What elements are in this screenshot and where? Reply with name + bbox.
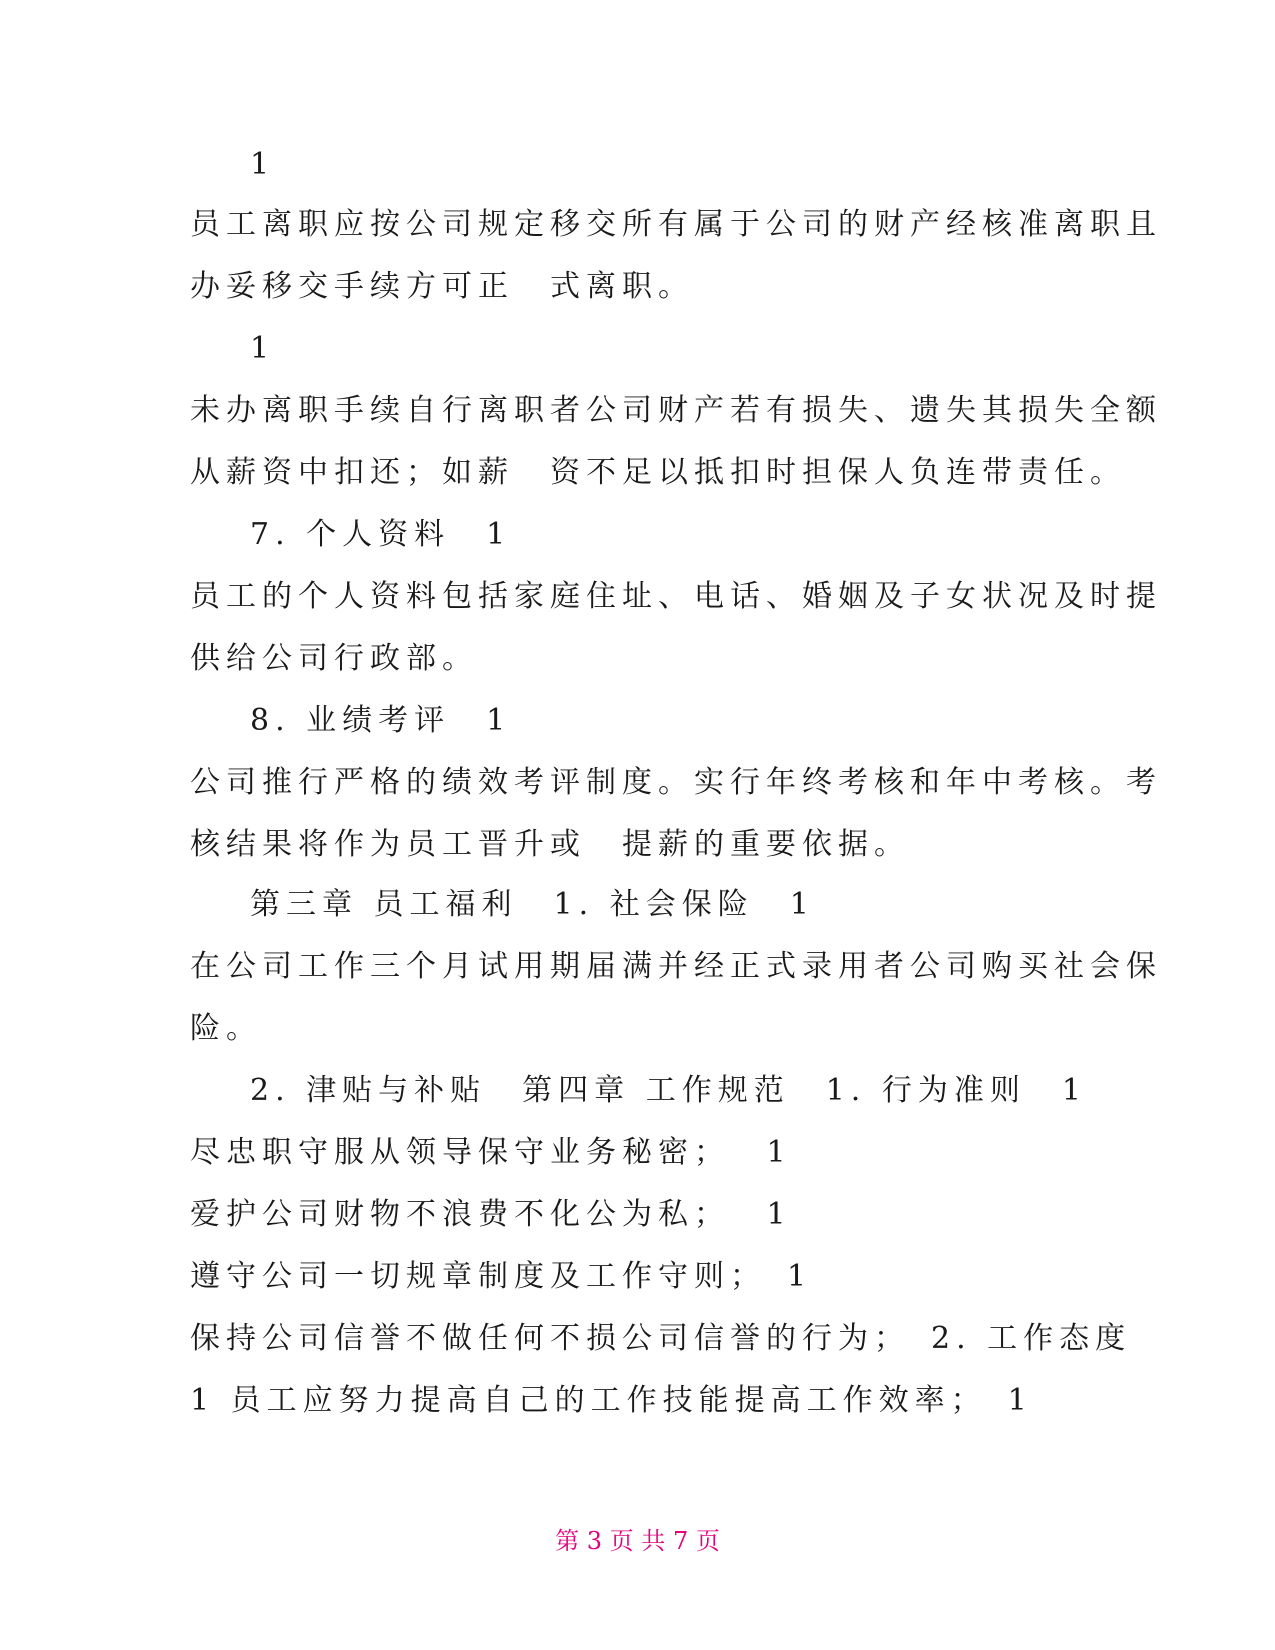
paragraph-line: 未办离职手续自行离职者公司财产若有损失、遗失其损失全额 — [190, 393, 1162, 428]
list-number: 1 — [250, 147, 276, 182]
paragraph-line: 险。 — [190, 1011, 262, 1046]
section-heading: 7. 个人资料 1 — [250, 517, 512, 552]
paragraph-line: 员工离职应按公司规定移交所有属于公司的财产经核准离职且 — [190, 207, 1162, 242]
chapter-heading: 2. 津贴与补贴 第四章 工作规范 1. 行为准则 1 — [250, 1073, 1087, 1108]
section-heading: 8. 业绩考评 1 — [250, 703, 512, 738]
page-number-footer: 第 3 页 共 7 页 — [555, 1527, 720, 1555]
paragraph-line: 办妥移交手续方可正 式离职。 — [190, 269, 694, 304]
paragraph-line: 供给公司行政部。 — [190, 641, 478, 676]
paragraph-line: 在公司工作三个月试用期届满并经正式录用者公司购买社会保 — [190, 949, 1162, 984]
paragraph-line: 保持公司信誉不做任何不损公司信誉的行为； 2. 工作态度 — [190, 1321, 1132, 1356]
chapter-heading: 第三章 员工福利 1. 社会保险 1 — [250, 887, 815, 922]
paragraph-line: 1 员工应努力提高自己的工作技能提高工作效率； 1 — [190, 1383, 1033, 1418]
paragraph-line: 员工的个人资料包括家庭住址、电话、婚姻及子女状况及时提 — [190, 579, 1162, 614]
paragraph-line: 公司推行严格的绩效考评制度。实行年终考核和年中考核。考 — [190, 765, 1162, 800]
paragraph-line: 爱护公司财物不浪费不化公为私； 1 — [190, 1197, 792, 1232]
list-number: 1 — [250, 331, 276, 366]
paragraph-line: 遵守公司一切规章制度及工作守则； 1 — [190, 1259, 813, 1294]
paragraph-line: 尽忠职守服从领导保守业务秘密； 1 — [190, 1135, 792, 1170]
paragraph-line: 从薪资中扣还；如薪 资不足以抵扣时担保人负连带责任。 — [190, 455, 1126, 490]
paragraph-line: 核结果将作为员工晋升或 提薪的重要依据。 — [190, 827, 910, 862]
